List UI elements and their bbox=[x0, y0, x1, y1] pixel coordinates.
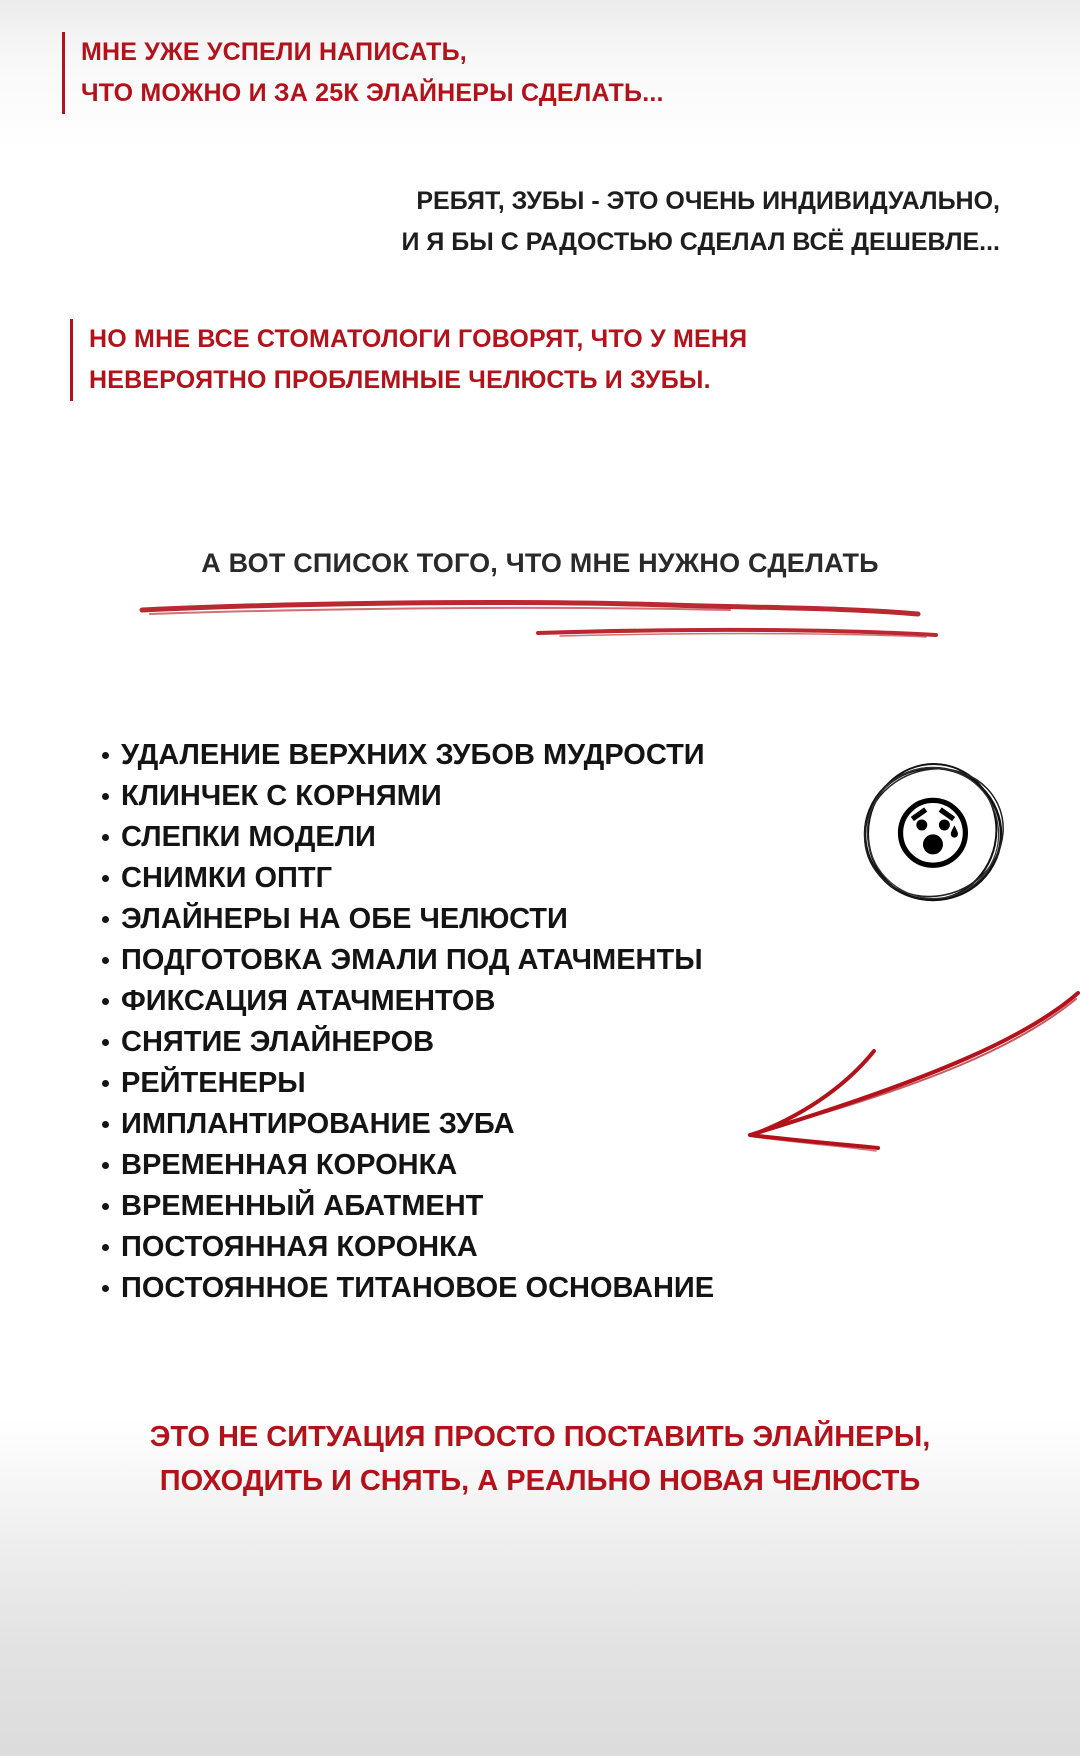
procedure-item bbox=[102, 1063, 714, 1104]
bullet-icon bbox=[102, 793, 109, 800]
procedure-label: ПОДГОТОВКА ЭМАЛИ ПОД АТАЧМЕНТЫ bbox=[121, 944, 703, 976]
quote-top bbox=[62, 32, 664, 114]
quote-problem-line-2: НЕВЕРОЯТНО ПРОБЛЕМНЫЕ ЧЕЛЮСТЬ И ЗУБЫ. bbox=[89, 366, 711, 394]
bullet-icon bbox=[102, 1039, 109, 1046]
procedure-item bbox=[102, 981, 714, 1022]
procedure-item bbox=[102, 1145, 714, 1186]
bullet-icon bbox=[102, 1285, 109, 1292]
emoji-sticker bbox=[858, 758, 1008, 908]
procedure-item bbox=[102, 1268, 714, 1309]
conclusion-line-2: ПОХОДИТЬ И СНЯТЬ, А РЕАЛЬНО НОВАЯ ЧЕЛЮСТЬ bbox=[159, 1465, 921, 1497]
reply-line-1: РЕБЯТ, ЗУБЫ - ЭТО ОЧЕНЬ ИНДИВИДУАЛЬНО, bbox=[416, 187, 1000, 215]
procedure-item bbox=[102, 1022, 714, 1063]
quote-problem-line-1: НО МНЕ ВСЕ СТОМАТОЛОГИ ГОВОРЯТ, ЧТО У МЕНЯ bbox=[89, 325, 748, 353]
bullet-icon bbox=[102, 998, 109, 1005]
procedure-label: СЛЕПКИ МОДЕЛИ bbox=[121, 821, 376, 853]
bullet-icon bbox=[102, 752, 109, 759]
red-scribble-underline bbox=[130, 596, 950, 646]
bullet-icon bbox=[102, 1244, 109, 1251]
procedure-label: СНИМКИ ОПТГ bbox=[121, 862, 333, 894]
list-heading: А ВОТ СПИСОК ТОГО, ЧТО МНЕ НУЖНО СДЕЛАТЬ bbox=[201, 548, 879, 578]
bullet-icon bbox=[102, 875, 109, 882]
procedure-label: ФИКСАЦИЯ АТАЧМЕНТОВ bbox=[121, 985, 496, 1017]
bullet-icon bbox=[102, 1162, 109, 1169]
reply-text bbox=[401, 181, 1000, 263]
conclusion-text bbox=[0, 1415, 1080, 1503]
procedure-item bbox=[102, 817, 714, 858]
procedure-label: ВРЕМЕННАЯ КОРОНКА bbox=[121, 1149, 458, 1181]
quote-top-line-2: ЧТО МОЖНО И ЗА 25К ЭЛАЙНЕРЫ СДЕЛАТЬ... bbox=[81, 79, 664, 107]
bullet-icon bbox=[102, 1121, 109, 1128]
quote-top-line-1: МНЕ УЖЕ УСПЕЛИ НАПИСАТЬ, bbox=[81, 38, 467, 66]
procedure-item bbox=[102, 1104, 714, 1145]
procedure-list bbox=[102, 735, 714, 1309]
procedure-item bbox=[102, 776, 714, 817]
procedure-item bbox=[102, 940, 714, 981]
red-arrow-icon bbox=[740, 985, 1080, 1155]
procedure-item bbox=[102, 1186, 714, 1227]
bullet-icon bbox=[102, 916, 109, 923]
procedure-item bbox=[102, 1227, 714, 1268]
procedure-label: УДАЛЕНИЕ ВЕРХНИХ ЗУБОВ МУДРОСТИ bbox=[121, 739, 705, 771]
procedure-label: РЕЙТЕНЕРЫ bbox=[121, 1067, 306, 1099]
bullet-icon bbox=[102, 957, 109, 964]
anxious-face-with-sweat-icon: 😰 bbox=[891, 790, 975, 879]
procedure-label: КЛИНЧЕК С КОРНЯМИ bbox=[121, 780, 442, 812]
procedure-label: СНЯТИЕ ЭЛАЙНЕРОВ bbox=[121, 1026, 435, 1058]
procedure-label: ИМПЛАНТИРОВАНИЕ ЗУБА bbox=[121, 1108, 515, 1140]
conclusion-line-1: ЭТО НЕ СИТУАЦИЯ ПРОСТО ПОСТАВИТЬ ЭЛАЙНЕРЫ, bbox=[149, 1421, 931, 1453]
reply-line-2: И Я БЫ С РАДОСТЬЮ СДЕЛАЛ ВСЁ ДЕШЕВЛЕ... bbox=[401, 228, 1000, 256]
procedure-label: ПОСТОЯННОЕ ТИТАНОВОЕ ОСНОВАНИЕ bbox=[121, 1272, 715, 1304]
procedure-label: ЭЛАЙНЕРЫ НА ОБЕ ЧЕЛЮСТИ bbox=[121, 903, 568, 935]
bullet-icon bbox=[102, 834, 109, 841]
procedure-label: ВРЕМЕННЫЙ АБАТМЕНТ bbox=[121, 1190, 484, 1222]
procedure-item bbox=[102, 899, 714, 940]
quote-problem bbox=[70, 319, 747, 401]
bullet-icon bbox=[102, 1080, 109, 1087]
procedure-item bbox=[102, 858, 714, 899]
procedure-item bbox=[102, 735, 714, 776]
procedure-label: ПОСТОЯННАЯ КОРОНКА bbox=[121, 1231, 478, 1263]
bullet-icon bbox=[102, 1203, 109, 1210]
